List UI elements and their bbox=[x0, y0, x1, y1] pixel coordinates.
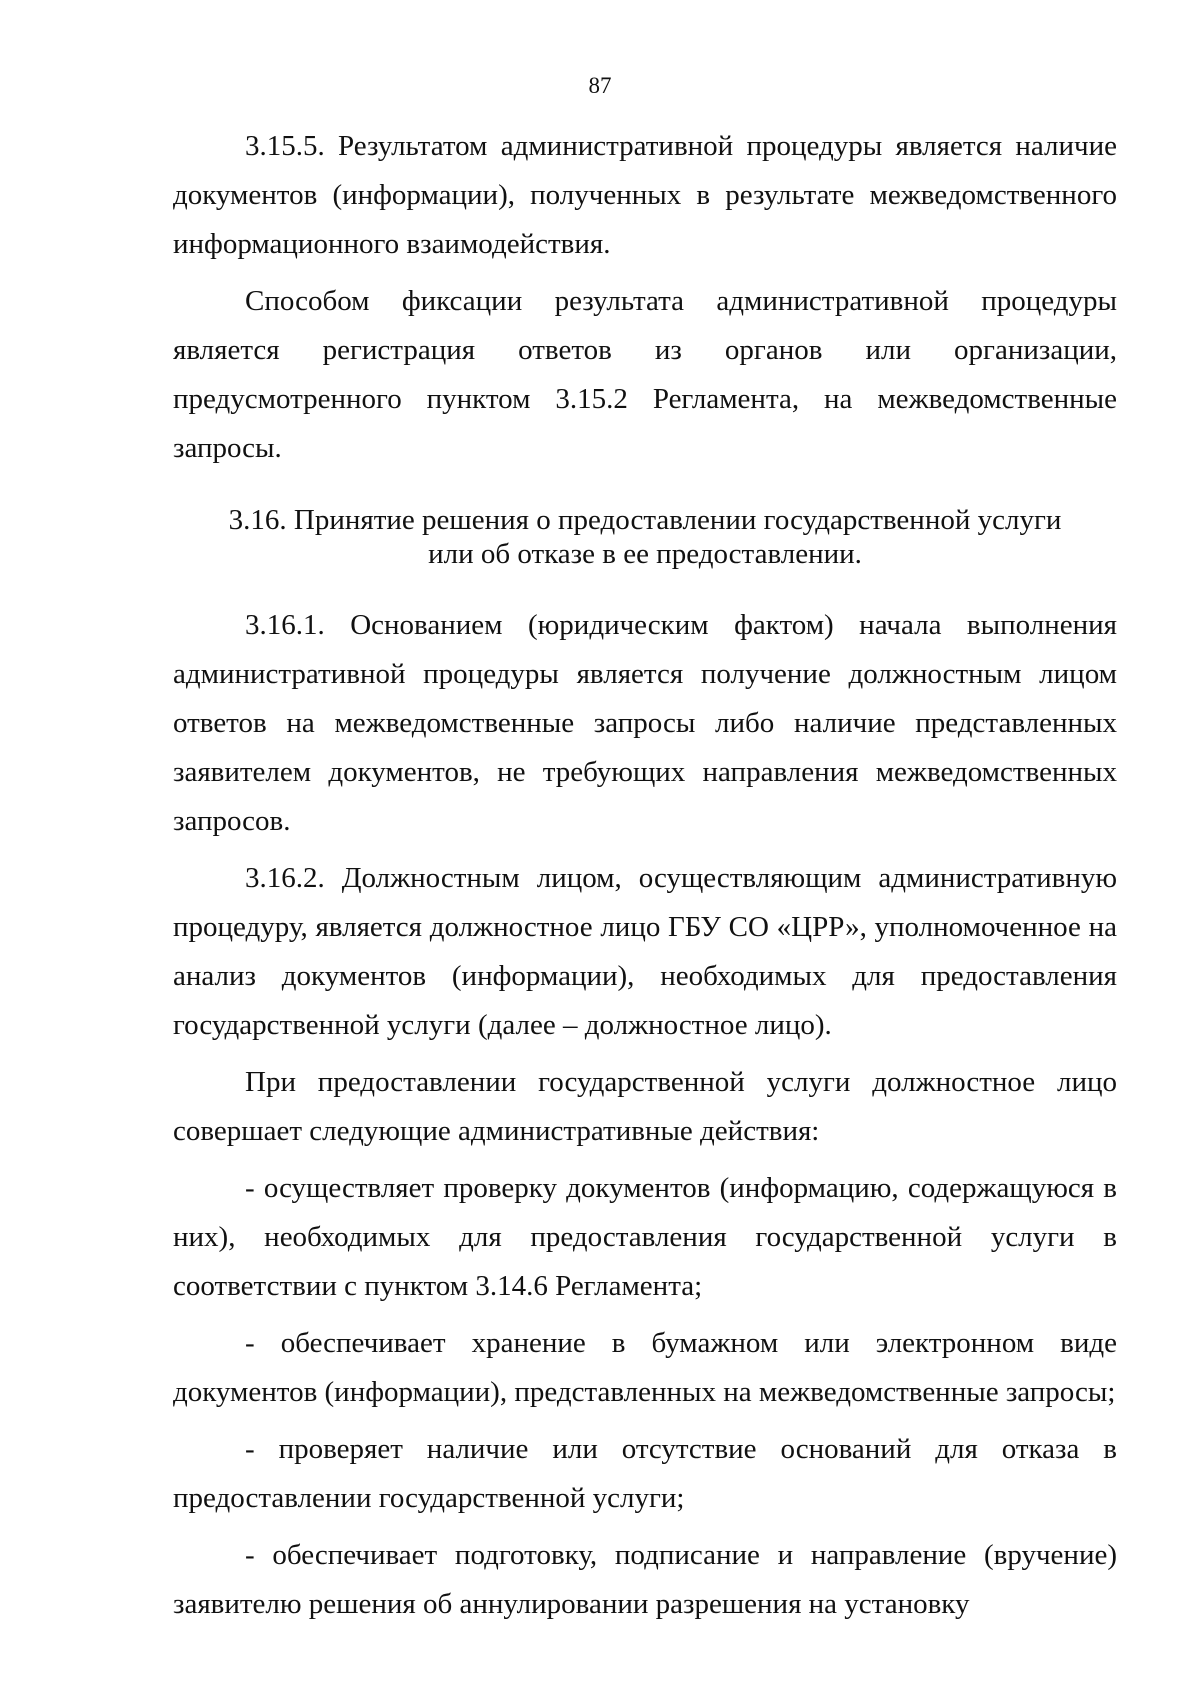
section-heading-line-1: 3.16. Принятие решения о предоставлении государственной услуги bbox=[228, 504, 1062, 536]
list-item-storage: - обеспечивает хранение в бумажном или электронном виде документов (информации), представленных на межведомственные запросы; bbox=[173, 1327, 1117, 1408]
list-item-check-grounds: - проверяет наличие или отсутствие оснований для отказа в предоставлении государственной услуги; bbox=[173, 1433, 1117, 1514]
paragraph-3-15-5: 3.15.5. Результатом административной процедуры является наличие документов (информации), полученных в результате межведомственного информационного взаимодействия. bbox=[173, 130, 1117, 260]
paragraph-actions-intro: При предоставлении государственной услуги должностное лицо совершает следующие административные действия: bbox=[173, 1066, 1117, 1147]
page-number: 87 bbox=[588, 73, 612, 98]
paragraph-3-16-2: 3.16.2. Должностным лицом, осуществляющим административную процедуру, является должностное лицо ГБУ СО «ЦРР», уполномоченное на анализ документов (информации), необходимых для предоставления государственной услуги (далее – должностное лицо). bbox=[173, 862, 1117, 1041]
document-body bbox=[173, 122, 1117, 1629]
paragraph-3-16-1: 3.16.1. Основанием (юридическим фактом) начала выполнения административной процедуры является получение должностным лицом ответов на межведомственные запросы либо наличие представленных заявителем документов, не требующих направления межведомственных запросов. bbox=[173, 609, 1117, 837]
section-heading-3-16 bbox=[173, 503, 1117, 571]
paragraph-fixation-method: Способом фиксации результата административной процедуры является регистрация ответов из органов или организации, предусмотренного пунктом 3.15.2 Регламента, на межведомственные запросы. bbox=[173, 285, 1117, 464]
list-item-check-documents: - осуществляет проверку документов (информацию, содержащуюся в них), необходимых для предоставления государственной услуги в соответствии с пунктом 3.14.6 Регламента; bbox=[173, 1172, 1117, 1302]
list-item-prepare-decision: - обеспечивает подготовку, подписание и направление (вручение) заявителю решения об аннулировании разрешения на установку bbox=[173, 1539, 1117, 1620]
section-heading-line-2: или об отказе в ее предоставлении. bbox=[428, 538, 862, 570]
